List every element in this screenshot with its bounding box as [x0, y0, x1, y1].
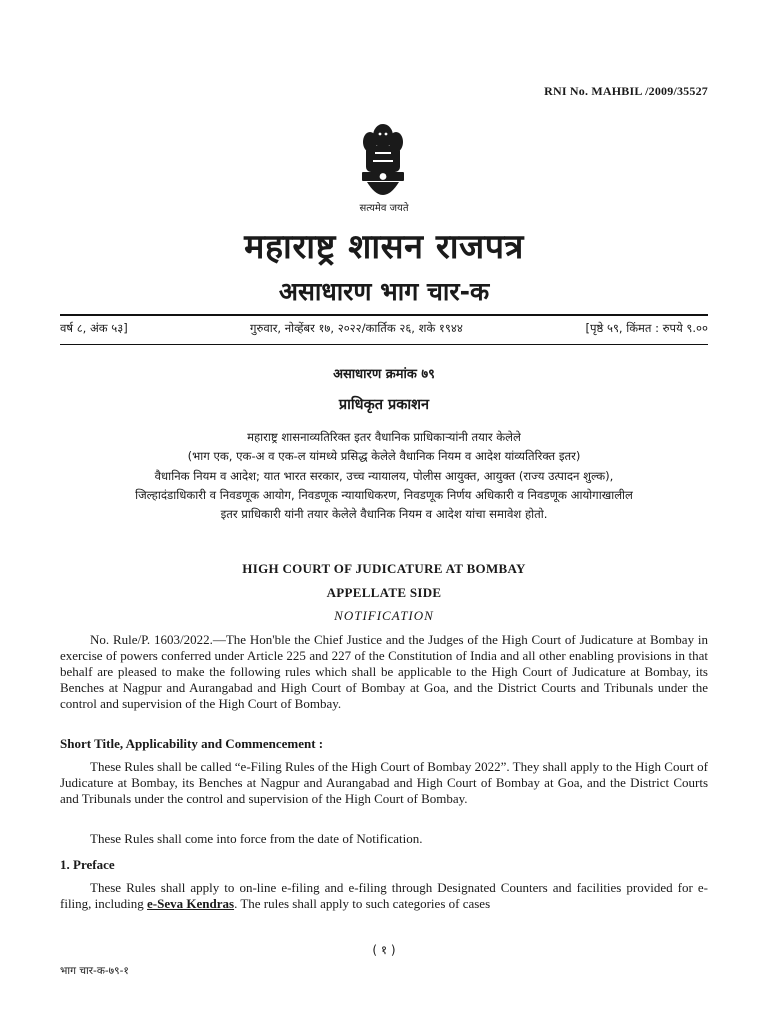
short-title-paragraph: These Rules shall be called “e-Filing Rules of the High Court of Bombay 2022”. They shall apply to the High Court of Judicature at Bombay, its Benches at Nagpur and Aurangabad and High Court of Bombay at Goa, and the District Courts and Tribunals under the control and supervision of the High Court of Bombay.: [60, 759, 708, 807]
rni-number: RNI No. MAHBIL /2009/35527: [544, 84, 708, 98]
extraordinary-number: असाधारण क्रमांक ७९: [333, 367, 435, 382]
emblem-motto: सत्यमेव जयते: [359, 203, 409, 214]
preface-paragraph: [60, 880, 708, 912]
part-reference: भाग चार-क-७९-१: [60, 965, 129, 977]
hindi-description: [60, 428, 708, 524]
hindi-line: जिल्हादंडाधिकारी व निवडणूक आयोग, निवडणूक न्यायाधिकरण, निवडणूक निर्णय अधिकारी व निवडणूक आयोगाखालील: [135, 487, 633, 502]
issue-volume: वर्ष ८, अंक ५३]: [60, 321, 128, 335]
court-heading: HIGH COURT OF JUDICATURE AT BOMBAY: [242, 561, 526, 576]
issue-pages-price: [पृष्ठे ५९, किंमत : रुपये ९.००: [585, 321, 708, 335]
authorised-publication: प्राधिकृत प्रकाशन: [338, 397, 430, 413]
issue-date: गुरुवार, नोव्हेंबर १७, २०२२/कार्तिक २६, शके १९४४: [250, 321, 463, 335]
notification-heading: NOTIFICATION: [334, 608, 434, 623]
commencement-paragraph: These Rules shall come into force from the date of Notification.: [90, 831, 423, 846]
state-emblem-icon: [355, 122, 411, 212]
hindi-line: इतर प्राधिकारी यांनी तयार केलेले वैधानिक नियम व आदेश यांचा समावेश होतो.: [220, 507, 548, 522]
preface-text-start: These Rules shall apply to on-line e-filing and e-filing through Designated Counters and facilities provided for e-filing, including: [60, 880, 708, 912]
hindi-line: वैधानिक नियम व आदेश; यात भारत सरकार, उच्च न्यायालय, पोलीस आयुक्त, आयुक्त (राज्य उत्पादन शुल्क),: [154, 468, 614, 483]
gazette-title: महाराष्ट्र शासन राजपत्र: [244, 227, 524, 267]
header-divider-bottom: [60, 344, 708, 345]
page-number: ( १ ): [372, 943, 396, 957]
side-heading: APPELLATE SIDE: [326, 585, 442, 600]
e-seva-kendras-text: e-Seva Kendras: [147, 896, 235, 912]
hindi-line: महाराष्ट्र शासनाव्यतिरिक्त इतर वैधानिक प्राधिकाऱ्यांनी तयार केलेले: [247, 430, 521, 444]
section-heading-short-title: Short Title, Applicability and Commencement :: [60, 736, 324, 751]
preface-text-end: . The rules shall apply to such categories of cases: [234, 896, 491, 912]
section-heading-preface: 1. Preface: [60, 857, 115, 872]
hindi-line: (भाग एक, एक-अ व एक-ल यांमध्ये प्रसिद्ध केलेले वैधानिक नियम व आदेश यांव्यतिरिक्त इतर): [187, 449, 581, 464]
notification-paragraph: No. Rule/P. 1603/2022.—The Hon'ble the Chief Justice and the Judges of the High Court of Judicature at Bombay in exercise of powers conferred under Article 225 and 227 of the Constitution of India and all other enabling provisions in that behalf are pleased to make the following rules which shall be applicable to the High Court of Judicature at Bombay, its Benches at Nagpur and Aurangabad and High Court of Bombay at Goa, and the District Courts and Tribunals under the control and supervision of the High Court of Bombay.: [60, 632, 708, 712]
gazette-subtitle: असाधारण भाग चार-क: [278, 277, 490, 306]
header-divider-top: [60, 314, 708, 316]
